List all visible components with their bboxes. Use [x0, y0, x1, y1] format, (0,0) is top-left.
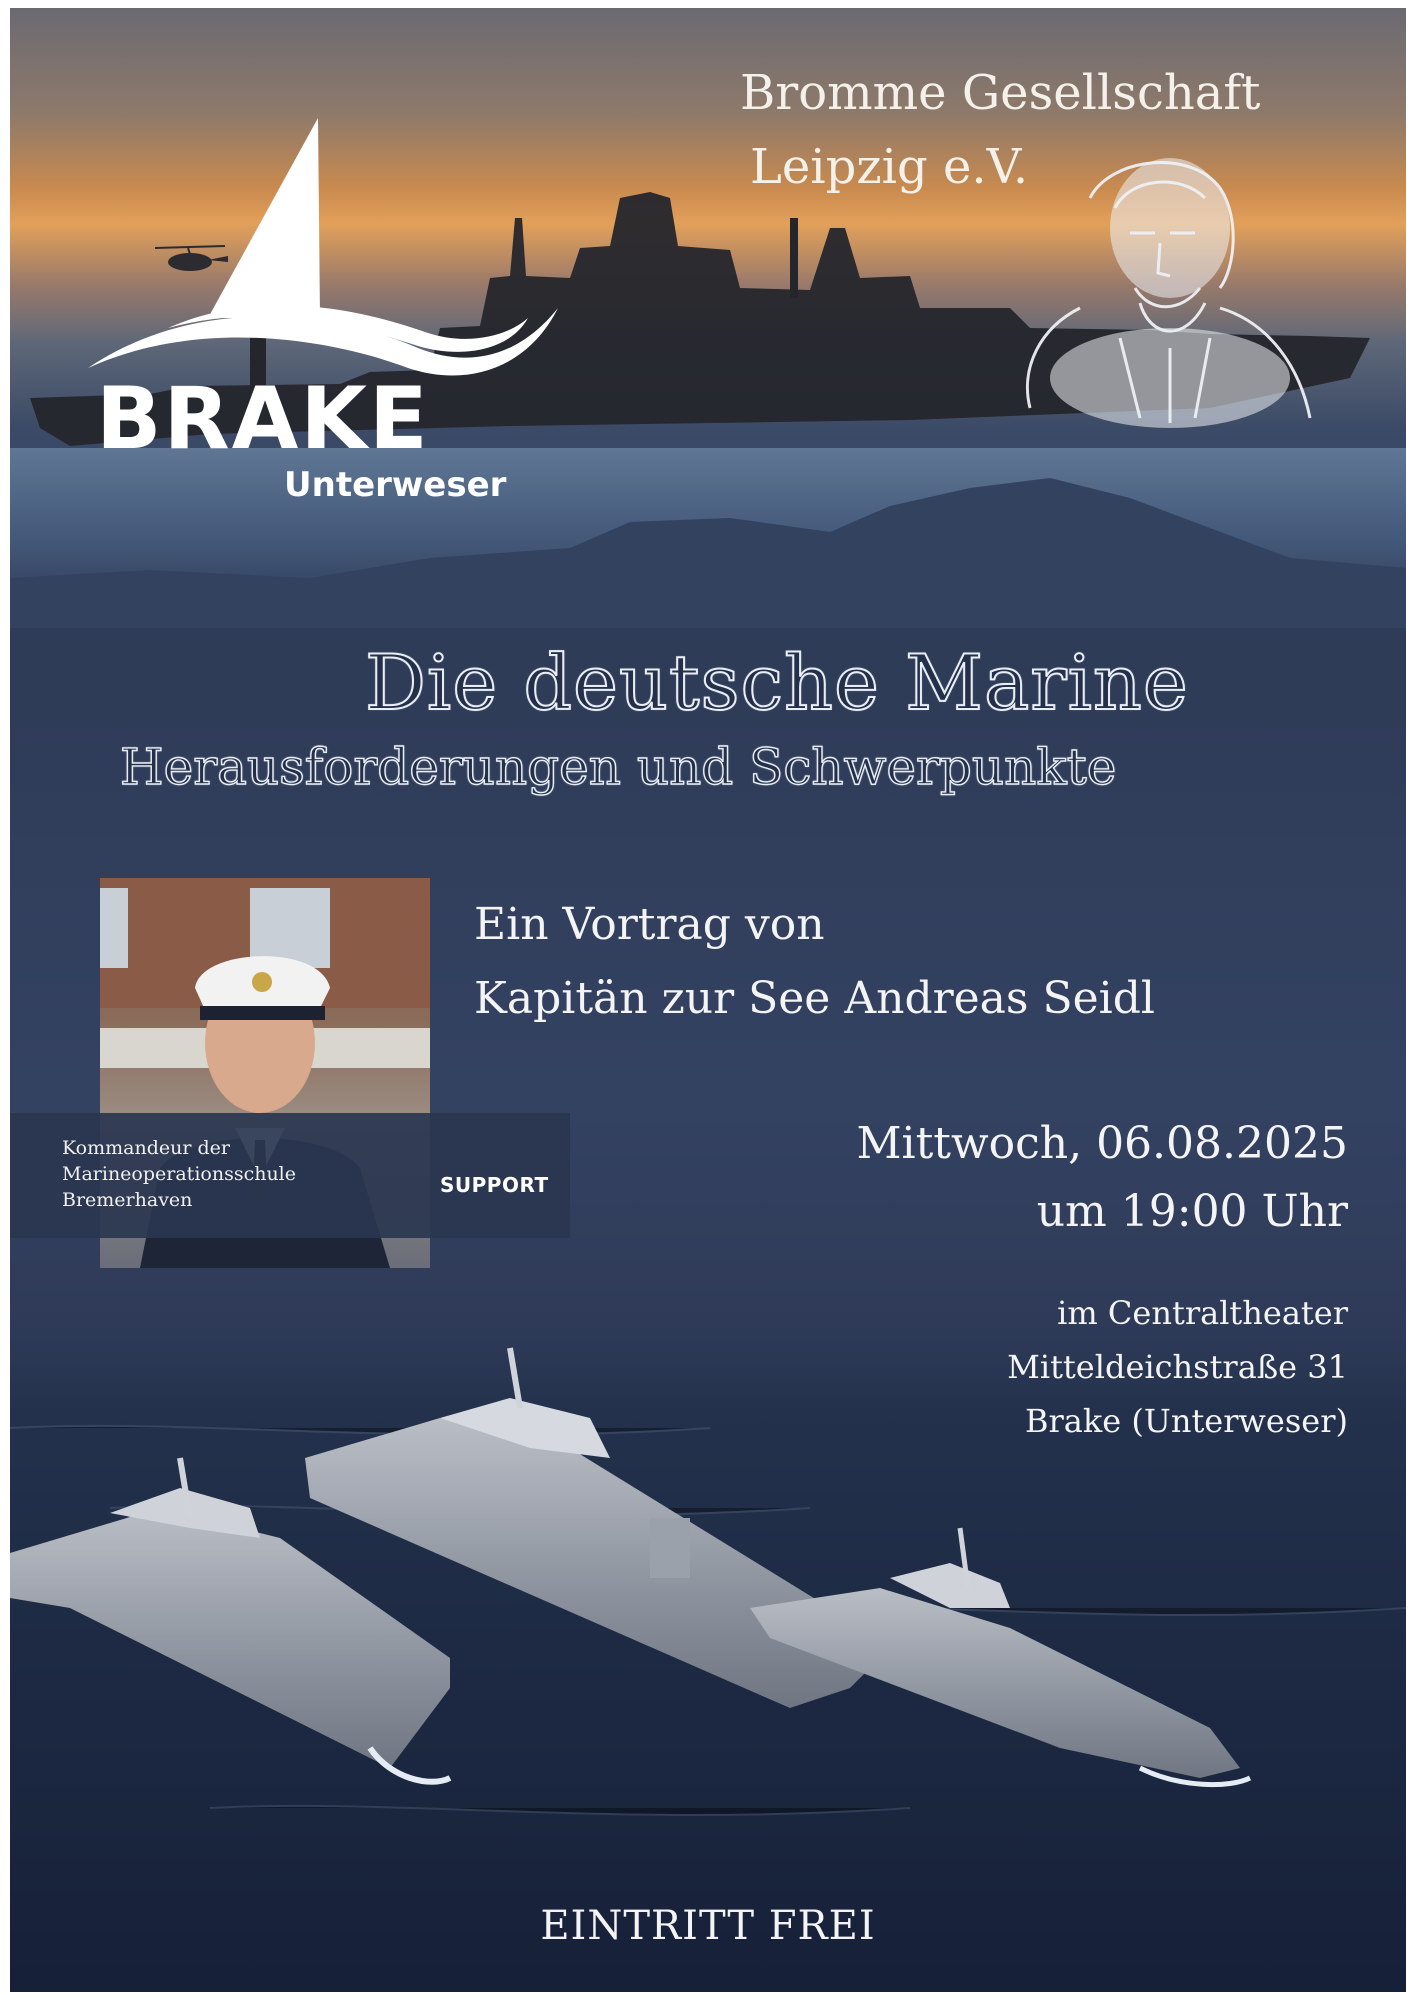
speaker-name: Kapitän zur See Andreas Seidl — [474, 973, 1155, 1024]
organizer-line-2: Leipzig e.V. — [750, 139, 1029, 195]
admission-note: EINTRITT FREI — [540, 1903, 876, 1949]
logo-subtitle: Unterweser — [284, 465, 507, 505]
event-time: um 19:00 Uhr — [1036, 1186, 1348, 1237]
caption-line-3: Bremerhaven — [62, 1189, 193, 1211]
logo-wordmark: BRAKE — [96, 369, 430, 469]
event-poster — [10, 8, 1406, 1992]
venue-line-1: im Centraltheater — [1057, 1294, 1348, 1332]
page-title: Die deutsche Marine — [365, 638, 1189, 727]
warship-sunset-photo — [10, 8, 1406, 608]
lecture-intro: Ein Vortrag von — [474, 899, 825, 950]
caption-line-1: Kommandeur der — [62, 1137, 230, 1159]
event-datetime — [856, 1110, 1348, 1246]
speaker-caption-text — [62, 1135, 362, 1213]
lecture-info — [474, 888, 1155, 1036]
bromme-portrait-sketch — [1020, 138, 1320, 428]
venue-line-3: Brake (Unterweser) — [1024, 1402, 1348, 1440]
event-date: Mittwoch, 06.08.2025 — [856, 1118, 1348, 1169]
event-venue — [1007, 1286, 1348, 1448]
venue-line-2: Mitteldeichstraße 31 — [1007, 1348, 1348, 1386]
caption-line-2: Marineoperationsschule — [62, 1163, 297, 1185]
brake-logo — [88, 118, 558, 508]
page-subtitle: Herausforderungen und Schwerpunkte — [120, 738, 1117, 796]
sail-wave-icon — [88, 118, 558, 388]
support-label: SUPPORT — [440, 1173, 549, 1197]
organizer-line-1: Bromme Gesellschaft — [740, 65, 1261, 121]
